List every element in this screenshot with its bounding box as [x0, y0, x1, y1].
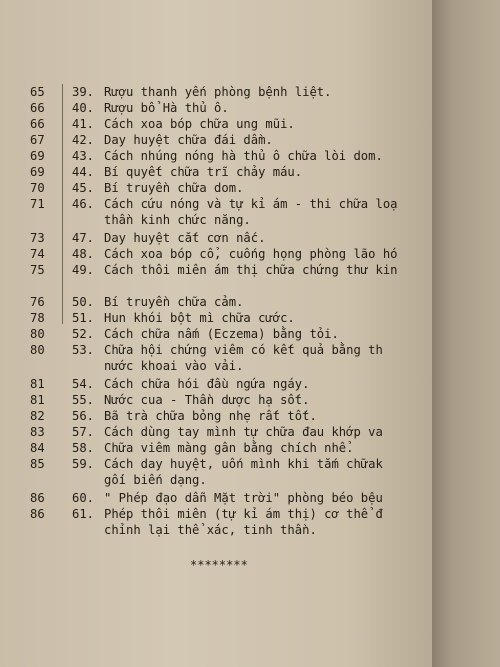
toc-entry	[0, 132, 432, 148]
entry-number: 44.	[72, 165, 95, 179]
page-number: 73	[30, 231, 45, 245]
page-number: 66	[30, 117, 45, 131]
entry-number: 41.	[72, 117, 95, 131]
entry-title: Rượu bổ Hà thủ ô.	[104, 101, 229, 115]
entry-number: 56.	[72, 409, 95, 423]
page-number: 84	[30, 441, 45, 455]
entry-title: Cách dùng tay mình tự chữa đau khớp va	[104, 425, 383, 439]
entry-title: Cách chữa hói đầu ngứa ngáy.	[104, 377, 310, 391]
toc-entry	[0, 408, 432, 424]
entry-title: Cách nhúng nóng hà thủ ô chữa lòi dom.	[104, 149, 383, 163]
entry-number: 54.	[72, 377, 95, 391]
page-number: 85	[30, 457, 45, 471]
entry-number: 47.	[72, 231, 95, 245]
entry-number: 39.	[72, 85, 95, 99]
toc-entry	[0, 294, 432, 310]
entry-number: 59.	[72, 457, 95, 471]
entry-title: Phép thôi miên (tự kỉ ám thị) cơ thể đ	[104, 507, 383, 521]
page-number: 75	[30, 263, 45, 277]
entry-title: chỉnh lại thể xác, tinh thần.	[104, 523, 317, 537]
toc-entry	[0, 148, 432, 164]
entry-title: Chữa viêm màng gân bằng chích nhể.	[104, 441, 354, 455]
toc-entry	[0, 180, 432, 196]
page-number: 67	[30, 133, 45, 147]
toc-entry	[0, 456, 432, 472]
page-number: 80	[30, 343, 45, 357]
entry-number: 46.	[72, 197, 95, 211]
page-number: 66	[30, 101, 45, 115]
entry-title: Cách xoa bóp cổ, cuống họng phòng lão hó	[104, 247, 398, 261]
entry-number: 51.	[72, 311, 95, 325]
entry-title: Cách thôi miên ám thị chữa chứng thư kin	[104, 263, 398, 277]
entry-number: 45.	[72, 181, 95, 195]
toc-entry	[0, 262, 432, 278]
toc-entry	[0, 376, 432, 392]
entry-title: Bí quyết chữa trĩ chảy máu.	[104, 165, 303, 179]
page-number: 81	[30, 377, 45, 391]
entry-number: 53.	[72, 343, 95, 357]
toc-entry	[0, 506, 432, 522]
entry-number: 40.	[72, 101, 95, 115]
entry-title: Hun khói bột mì chữa cước.	[104, 311, 295, 325]
toc-entry	[0, 440, 432, 456]
entry-title: Chữa hội chứng viêm có kết quả bằng th	[104, 343, 383, 357]
facing-page-edge	[432, 0, 500, 667]
toc-entry	[0, 424, 432, 440]
entry-number: 58.	[72, 441, 95, 455]
page-number: 69	[30, 165, 45, 179]
entry-title: Nước cua - Thần dược hạ sốt.	[104, 393, 310, 407]
page-number: 80	[30, 327, 45, 341]
entry-number: 49.	[72, 263, 95, 277]
page-number: 70	[30, 181, 45, 195]
page-number: 65	[30, 85, 45, 99]
toc-entry	[0, 164, 432, 180]
entry-number: 61.	[72, 507, 95, 521]
entry-number: 48.	[72, 247, 95, 261]
entry-title: " Phép đạo dẫn Mặt trời" phòng béo bệu	[104, 491, 383, 505]
entry-number: 57.	[72, 425, 95, 439]
entry-title: Cách day huyệt, uốn mình khi tắm chữak	[104, 457, 383, 471]
page-number: 76	[30, 295, 45, 309]
toc-entry	[0, 310, 432, 326]
page-number: 82	[30, 409, 45, 423]
page-number: 86	[30, 491, 45, 505]
entry-title: Bí truyền chữa cảm.	[104, 295, 244, 309]
page-number: 74	[30, 247, 45, 261]
toc-entry	[0, 358, 432, 374]
page-number: 78	[30, 311, 45, 325]
entry-title: thần kinh chức năng.	[104, 213, 251, 227]
entry-number: 52.	[72, 327, 95, 341]
toc-entry	[0, 392, 432, 408]
toc-entry	[0, 230, 432, 246]
entry-number: 42.	[72, 133, 95, 147]
toc-entry	[0, 196, 432, 212]
entry-number: 55.	[72, 393, 95, 407]
entry-title: gối biến dạng.	[104, 473, 207, 487]
entry-title: Bí truyền chữa dom.	[104, 181, 244, 195]
entry-title: Cách cứu nóng và tự kỉ ám - thi chữa loạ	[104, 197, 398, 211]
toc-entry	[0, 326, 432, 342]
page-number: 83	[30, 425, 45, 439]
page-number: 86	[30, 507, 45, 521]
section-end-mark: ********	[190, 558, 248, 572]
toc-entry	[0, 116, 432, 132]
toc-entry	[0, 246, 432, 262]
toc-entry	[0, 100, 432, 116]
toc-entry	[0, 522, 432, 538]
entry-title: Bã trà chữa bỏng nhẹ rất tốt.	[104, 409, 317, 423]
entry-title: Cách xoa bóp chữa ung mũi.	[104, 117, 295, 131]
toc-entry	[0, 84, 432, 100]
entry-title: Cách chữa nấm (Eczema) bằng tỏi.	[104, 327, 339, 341]
entry-title: Day huyệt chữa đái dầm.	[104, 133, 273, 147]
entry-title: nước khoai vào vải.	[104, 359, 244, 373]
toc-entry	[0, 342, 432, 358]
entry-number: 50.	[72, 295, 95, 309]
page-number: 69	[30, 149, 45, 163]
entry-title: Rượu thanh yến phòng bệnh liệt.	[104, 85, 332, 99]
toc-entry	[0, 490, 432, 506]
page-number: 81	[30, 393, 45, 407]
toc-entry	[0, 472, 432, 488]
toc-entry	[0, 212, 432, 228]
page-number: 71	[30, 197, 45, 211]
entry-title: Day huyệt cắt cơn nấc.	[104, 231, 266, 245]
entry-number: 60.	[72, 491, 95, 505]
entry-number: 43.	[72, 149, 95, 163]
